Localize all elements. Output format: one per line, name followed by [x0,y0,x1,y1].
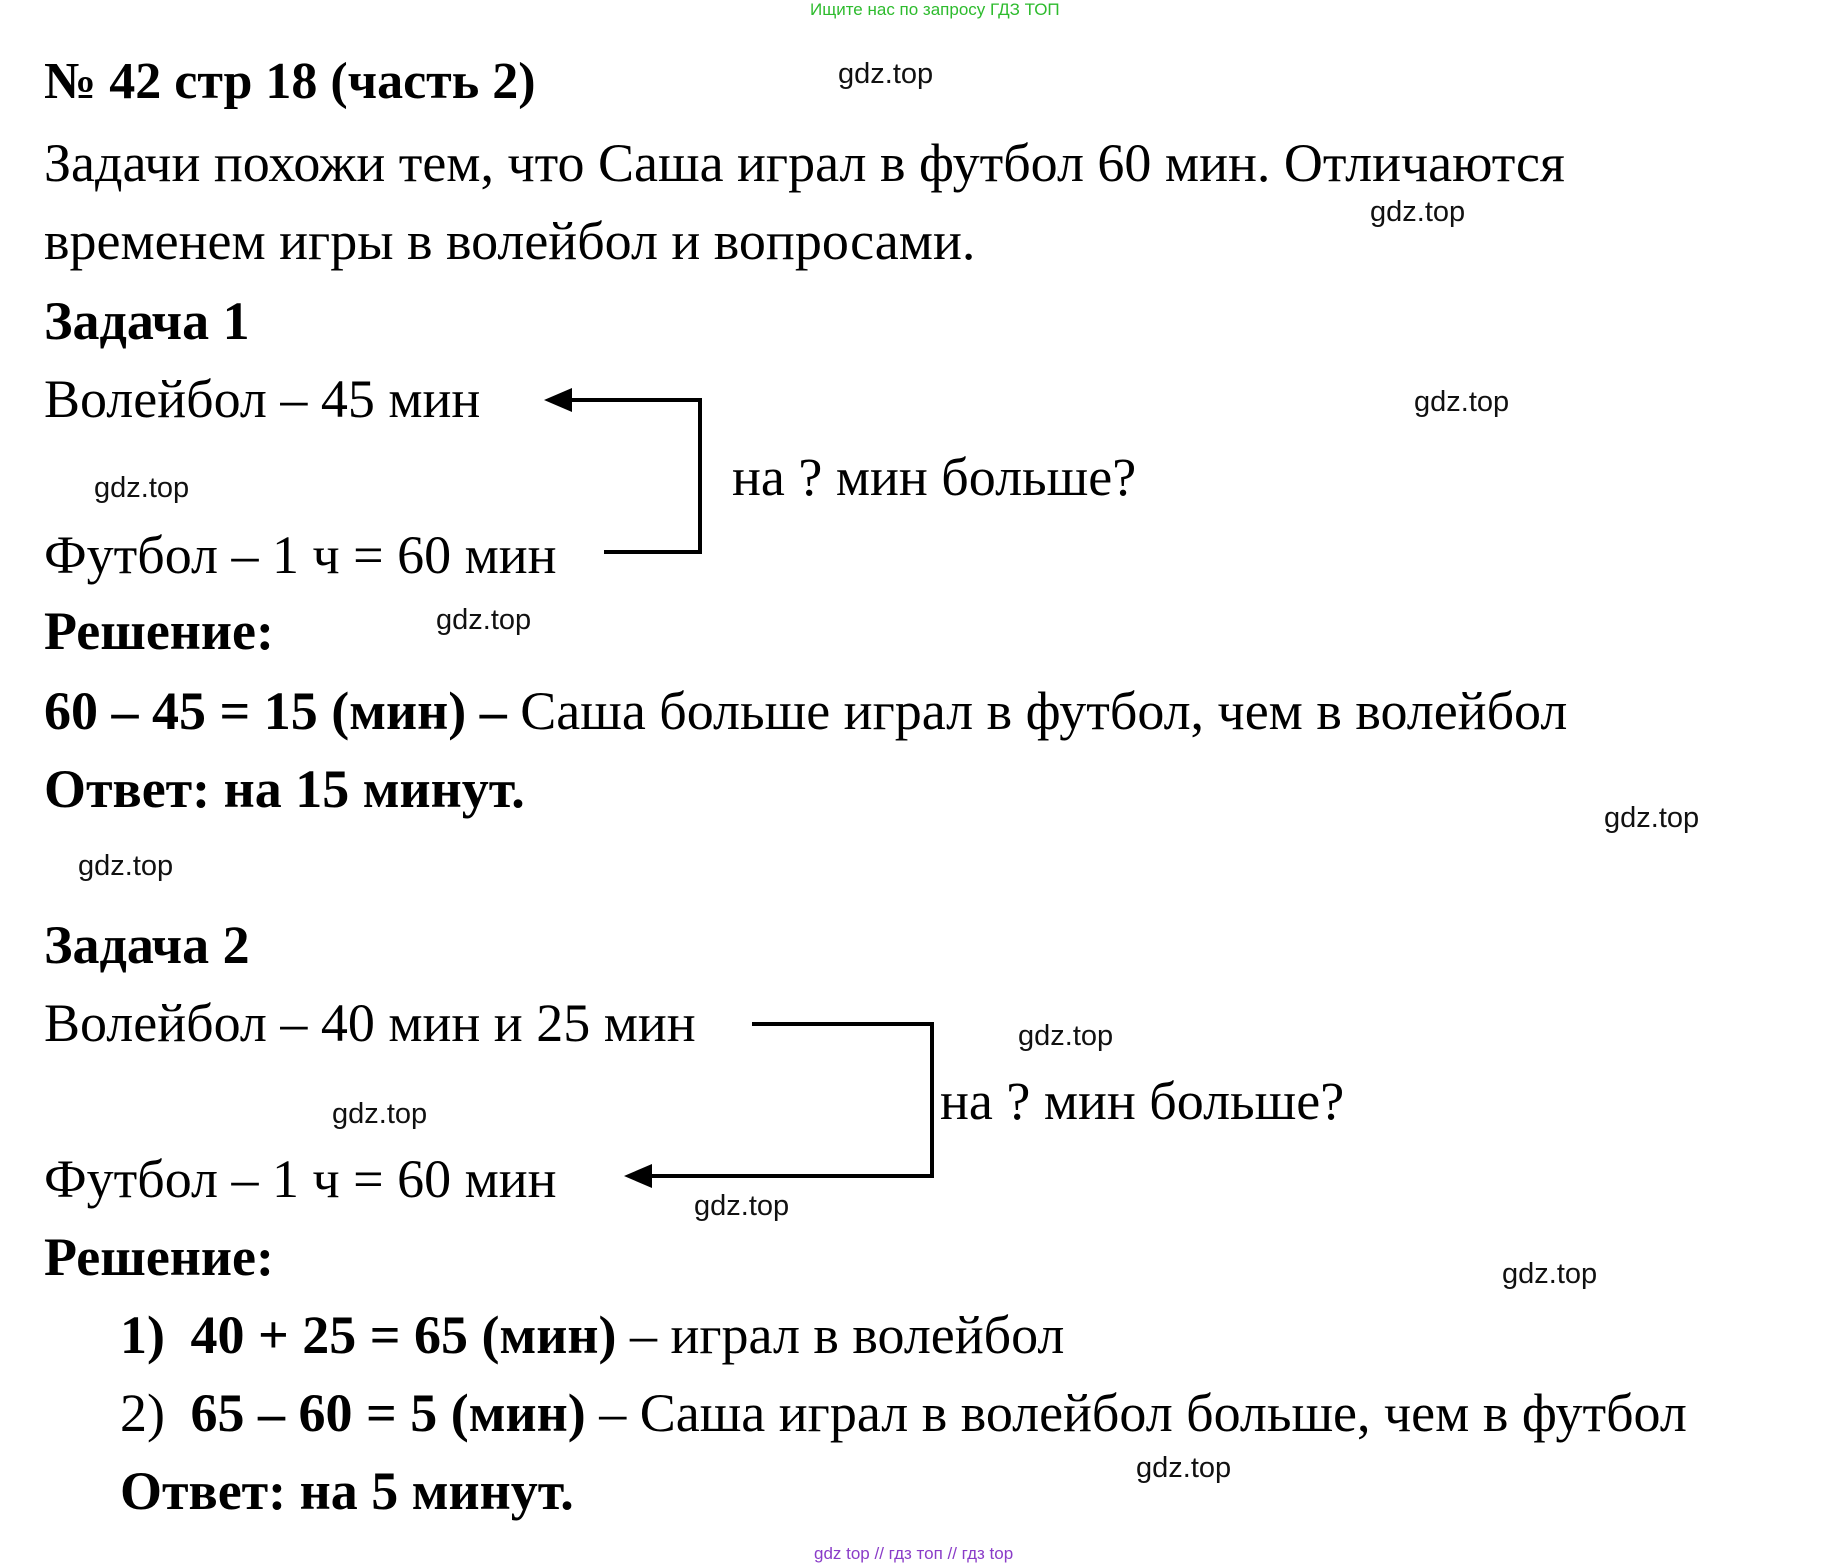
watermark: gdz.top [1604,802,1700,834]
watermark: gdz.top [838,58,934,90]
bottom-banner: gdz top // гдз топ // гдз top [814,1544,1014,1563]
task2-step2-num: 2) [120,1383,165,1443]
intro-line-1: Задачи похожи тем, что Саша играл в футбол 60 мин. Отличаются [44,133,1565,193]
task2-step1-text: – играл в волейбол [630,1305,1065,1365]
task1-answer: Ответ: на 15 минут. [44,759,525,819]
watermark: gdz.top [94,472,190,504]
task2-step1-num: 1) [120,1305,165,1365]
watermark: gdz.top [694,1190,790,1222]
task2-solution-heading: Решение: [44,1227,274,1287]
task2-answer: Ответ: на 5 минут. [120,1461,574,1521]
watermark: gdz.top [78,850,174,882]
task1-volleyball: Волейбол – 45 мин [44,369,481,429]
task1-question: на ? мин больше? [732,447,1137,507]
watermark: gdz.top [1370,196,1466,228]
task2-question: на ? мин больше? [940,1071,1345,1131]
task2-volleyball: Волейбол – 40 мин и 25 мин [44,993,696,1053]
watermark: gdz.top [332,1098,428,1130]
task1-bracket-arrow [560,400,700,552]
page-title: № 42 стр 18 (часть 2) [44,53,536,110]
watermark: gdz.top [436,604,532,636]
task2-step2-text: – Саша играл в волейбол больше, чем в футбол [599,1383,1687,1443]
task2-step1-expr: 40 + 25 = 65 (мин) [190,1305,617,1365]
task1-solution-heading: Решение: [44,601,274,661]
task2-heading: Задача 2 [44,915,250,975]
task2-bracket-arrow [640,1024,932,1176]
intro-line-2: временем игры в волейбол и вопросами. [44,211,976,271]
task1-heading: Задача 1 [44,291,250,351]
task1-solution-text: Саша больше играл в футбол, чем в волейбол [520,681,1568,741]
task2-arrowhead [624,1164,652,1188]
watermark: gdz.top [1018,1020,1114,1052]
watermark: gdz.top [1502,1258,1598,1290]
watermark: gdz.top [1414,386,1510,418]
task1-football: Футбол – 1 ч = 60 мин [44,525,557,585]
task1-solution-expr: 60 – 45 = 15 (мин) – [44,681,507,741]
task2-step2-expr: 65 – 60 = 5 (мин) [190,1383,586,1443]
task2-football: Футбол – 1 ч = 60 мин [44,1149,557,1209]
task1-arrowhead [544,388,572,412]
top-banner: Ищите нас по запросу ГДЗ ТОП [810,0,1060,19]
watermark: gdz.top [1136,1452,1232,1484]
